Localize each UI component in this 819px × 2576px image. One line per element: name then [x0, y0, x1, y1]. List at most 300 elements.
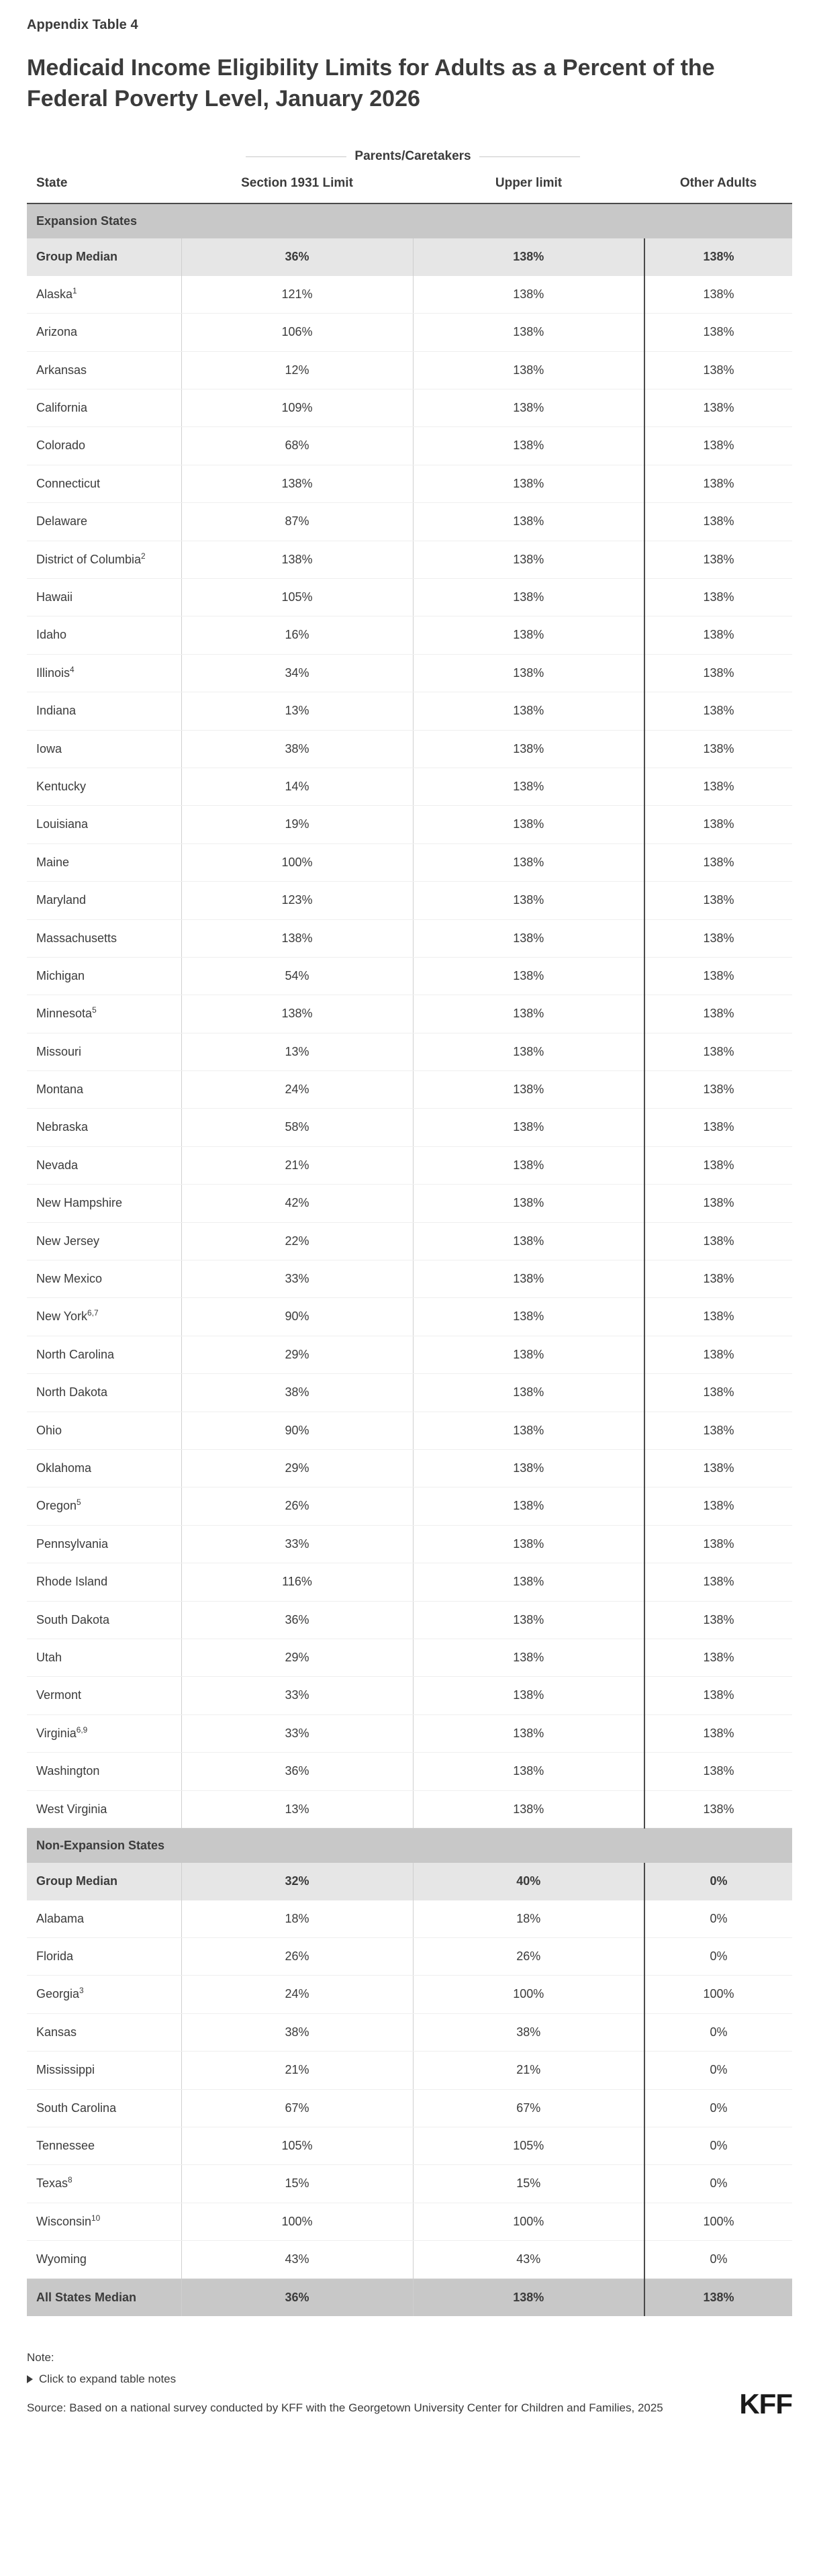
table-row	[27, 2241, 792, 2279]
section-1931-value: 138%	[181, 541, 413, 578]
table-row	[27, 1260, 792, 1298]
state-name-cell	[27, 2127, 181, 2165]
other-adults-value: 138%	[644, 1222, 792, 1260]
upper-limit-value: 138%	[413, 1146, 644, 1184]
table-row	[27, 2203, 792, 2240]
state-name-cell	[27, 882, 181, 919]
table-row	[27, 1487, 792, 1525]
section-1931-value: 13%	[181, 1790, 413, 1828]
table-row	[27, 1790, 792, 1828]
state-name: Florida	[36, 1949, 74, 1964]
other-adults-value: 0%	[644, 2013, 792, 2051]
section-1931-value: 138%	[181, 919, 413, 957]
state-name-cell	[27, 465, 181, 502]
table-row	[27, 1639, 792, 1676]
table-row	[27, 692, 792, 730]
table-row	[27, 276, 792, 314]
state-name-cell	[27, 1071, 181, 1109]
state-name-cell	[27, 276, 181, 314]
upper-limit-value: 138%	[413, 882, 644, 919]
state-name-cell	[27, 843, 181, 881]
upper-limit-value: 138%	[413, 843, 644, 881]
state-name: Rhode Island	[36, 1575, 108, 1589]
table-row	[27, 995, 792, 1033]
all-states-median-upper-limit: 138%	[413, 2279, 644, 2316]
section-1931-value: 21%	[181, 1146, 413, 1184]
section-band-row	[27, 1828, 792, 1863]
footnote-marker: 6,7	[87, 1308, 99, 1318]
state-name-cell	[27, 579, 181, 616]
other-adults-value: 138%	[644, 1525, 792, 1563]
upper-limit-value: 138%	[413, 806, 644, 843]
other-adults-value: 138%	[644, 806, 792, 843]
column-header-state: State	[27, 176, 181, 203]
table-row	[27, 1714, 792, 1752]
other-adults-value: 138%	[644, 1639, 792, 1676]
other-adults-value: 100%	[644, 1976, 792, 2013]
section-1931-value: 121%	[181, 276, 413, 314]
state-name-cell	[27, 957, 181, 995]
all-states-median-section-1931: 36%	[181, 2279, 413, 2316]
upper-limit-value: 138%	[413, 541, 644, 578]
state-name: Alabama	[36, 1911, 85, 1925]
upper-limit-value: 38%	[413, 2013, 644, 2051]
upper-limit-value: 138%	[413, 616, 644, 654]
state-name: Virginia	[36, 1726, 77, 1740]
other-adults-value: 138%	[644, 995, 792, 1033]
table-row	[27, 1449, 792, 1487]
other-adults-value: 138%	[644, 919, 792, 957]
table-row	[27, 1222, 792, 1260]
upper-limit-value: 15%	[413, 2165, 644, 2203]
other-adults-value: 138%	[644, 1185, 792, 1222]
upper-limit-value: 138%	[413, 1071, 644, 1109]
state-name-cell	[27, 2089, 181, 2127]
section-1931-value: 68%	[181, 427, 413, 465]
section-1931-value: 138%	[181, 995, 413, 1033]
state-name-cell	[27, 1563, 181, 1601]
state-name-cell	[27, 1449, 181, 1487]
section-1931-value: 43%	[181, 2241, 413, 2279]
upper-limit-value: 138%	[413, 579, 644, 616]
upper-limit-value: 138%	[413, 654, 644, 692]
other-adults-value: 138%	[644, 692, 792, 730]
state-name: Connecticut	[36, 476, 101, 490]
state-name: Pennsylvania	[36, 1536, 109, 1551]
table-row	[27, 503, 792, 541]
upper-limit-value: 26%	[413, 1938, 644, 1976]
state-name-cell	[27, 1790, 181, 1828]
section-1931-value: 38%	[181, 730, 413, 768]
section-1931-value: 19%	[181, 806, 413, 843]
upper-limit-value: 138%	[413, 957, 644, 995]
header-row	[27, 176, 792, 203]
other-adults-value: 138%	[644, 616, 792, 654]
section-1931-value: 13%	[181, 692, 413, 730]
other-adults-value: 138%	[644, 1071, 792, 1109]
table-body	[27, 203, 792, 2316]
other-adults-value: 138%	[644, 1146, 792, 1184]
section-1931-value: 36%	[181, 1601, 413, 1639]
other-adults-value: 138%	[644, 843, 792, 881]
section-1931-value: 12%	[181, 351, 413, 389]
other-adults-value: 138%	[644, 1790, 792, 1828]
section-1931-value: 24%	[181, 1071, 413, 1109]
other-adults-value: 138%	[644, 465, 792, 502]
upper-limit-value: 138%	[413, 1753, 644, 1790]
upper-limit-value: 138%	[413, 730, 644, 768]
table-row	[27, 806, 792, 843]
all-states-median-row	[27, 2279, 792, 2316]
state-name: South Carolina	[36, 2101, 117, 2115]
table-row	[27, 389, 792, 427]
state-name: Texas	[36, 2176, 68, 2191]
other-adults-value: 138%	[644, 1714, 792, 1752]
upper-limit-value: 138%	[413, 503, 644, 541]
note-label: Note:	[27, 2350, 54, 2364]
section-1931-value: 26%	[181, 1938, 413, 1976]
section-1931-value: 109%	[181, 389, 413, 427]
upper-limit-value: 138%	[413, 1677, 644, 1714]
other-adults-value: 138%	[644, 730, 792, 768]
state-name-cell	[27, 1033, 181, 1070]
table-row	[27, 882, 792, 919]
section-band-row	[27, 203, 792, 238]
upper-limit-value: 138%	[413, 427, 644, 465]
other-adults-value: 138%	[644, 1298, 792, 1336]
state-name-cell	[27, 541, 181, 578]
table-row	[27, 1033, 792, 1070]
upper-limit-value: 138%	[413, 389, 644, 427]
upper-limit-value: 138%	[413, 276, 644, 314]
state-name-cell	[27, 351, 181, 389]
table-row	[27, 1525, 792, 1563]
table-row	[27, 616, 792, 654]
table-row	[27, 427, 792, 465]
state-name-cell	[27, 2013, 181, 2051]
footnote-marker: 4	[70, 664, 75, 674]
upper-limit-value: 138%	[413, 314, 644, 351]
section-1931-value: 87%	[181, 503, 413, 541]
section-1931-value: 90%	[181, 1412, 413, 1449]
other-adults-value: 100%	[644, 2203, 792, 2240]
section-1931-value: 21%	[181, 2052, 413, 2089]
state-name-cell	[27, 1900, 181, 1938]
state-name-cell	[27, 995, 181, 1033]
state-name: North Dakota	[36, 1385, 108, 1399]
footnote-marker: 5	[77, 1498, 81, 1508]
upper-limit-value: 138%	[413, 1714, 644, 1752]
table-row	[27, 1071, 792, 1109]
other-adults-value: 138%	[644, 1563, 792, 1601]
group-median-section-1931: 36%	[181, 238, 413, 275]
other-adults-value: 138%	[644, 957, 792, 995]
upper-limit-value: 138%	[413, 1033, 644, 1070]
column-header-section-1931: Section 1931 Limit	[181, 176, 413, 203]
section-1931-value: 38%	[181, 1374, 413, 1412]
table-row	[27, 1900, 792, 1938]
all-states-median-other-adults: 138%	[644, 2279, 792, 2316]
state-name: West Virginia	[36, 1802, 107, 1816]
state-name: Montana	[36, 1083, 84, 1097]
section-1931-value: 123%	[181, 882, 413, 919]
section-1931-value: 138%	[181, 465, 413, 502]
upper-limit-value: 138%	[413, 1449, 644, 1487]
other-adults-value: 138%	[644, 276, 792, 314]
table-row	[27, 2165, 792, 2203]
state-name-cell	[27, 730, 181, 768]
expand-table-notes-label: Click to expand table notes	[39, 2372, 177, 2385]
all-states-median-label: All States Median	[27, 2279, 181, 2316]
table-row	[27, 351, 792, 389]
upper-limit-value: 138%	[413, 995, 644, 1033]
upper-limit-value: 138%	[413, 351, 644, 389]
state-name: District of Columbia	[36, 552, 142, 566]
state-name-cell	[27, 1146, 181, 1184]
section-1931-value: 34%	[181, 654, 413, 692]
section-1931-value: 116%	[181, 1563, 413, 1601]
upper-limit-value: 138%	[413, 692, 644, 730]
state-name: Delaware	[36, 514, 88, 528]
section-1931-value: 16%	[181, 616, 413, 654]
footnote-marker: 10	[91, 2213, 101, 2223]
state-name: Vermont	[36, 1688, 82, 1702]
state-name: California	[36, 401, 88, 415]
upper-limit-value: 138%	[413, 1336, 644, 1373]
other-adults-value: 0%	[644, 2127, 792, 2165]
state-name-cell	[27, 654, 181, 692]
upper-limit-value: 138%	[413, 1525, 644, 1563]
table-row	[27, 957, 792, 995]
page-title: Medicaid Income Eligibility Limits for Adults as a Percent of the Federal Poverty Level, January 2026	[27, 55, 715, 111]
section-1931-value: 14%	[181, 768, 413, 805]
upper-limit-value: 100%	[413, 1976, 644, 2013]
group-median-other-adults: 138%	[644, 238, 792, 275]
state-name-cell	[27, 1222, 181, 1260]
other-adults-value: 138%	[644, 389, 792, 427]
state-name: Oregon	[36, 1499, 77, 1513]
state-name: Indiana	[36, 704, 77, 718]
section-band-label: Non-Expansion States	[27, 1828, 792, 1863]
other-adults-value: 138%	[644, 579, 792, 616]
state-name: Illinois	[36, 665, 70, 680]
table-row	[27, 1298, 792, 1336]
state-name-cell	[27, 1412, 181, 1449]
group-median-row	[27, 1863, 792, 1900]
upper-limit-value: 21%	[413, 2052, 644, 2089]
upper-limit-value: 138%	[413, 1298, 644, 1336]
state-name: Minnesota	[36, 1007, 93, 1021]
other-adults-value: 138%	[644, 1449, 792, 1487]
other-adults-value: 138%	[644, 1753, 792, 1790]
upper-limit-value: 138%	[413, 1639, 644, 1676]
state-name-cell	[27, 389, 181, 427]
state-name-cell	[27, 1976, 181, 2013]
footnote-marker: 8	[68, 2175, 73, 2185]
other-adults-value: 138%	[644, 1109, 792, 1146]
kff-logo: KFF	[739, 2387, 792, 2420]
state-name-cell	[27, 1938, 181, 1976]
section-1931-value: 106%	[181, 314, 413, 351]
other-adults-value: 0%	[644, 2165, 792, 2203]
state-name-cell	[27, 1601, 181, 1639]
section-1931-value: 33%	[181, 1260, 413, 1298]
expand-table-notes-toggle[interactable]	[27, 2373, 792, 2386]
state-name: Maine	[36, 855, 70, 869]
other-adults-value: 138%	[644, 1601, 792, 1639]
state-name: South Dakota	[36, 1612, 110, 1626]
column-header-other-adults: Other Adults	[644, 176, 792, 203]
section-1931-value: 18%	[181, 1900, 413, 1938]
upper-limit-value: 18%	[413, 1900, 644, 1938]
table-row	[27, 2013, 792, 2051]
group-median-label: Group Median	[27, 238, 181, 275]
table-row	[27, 465, 792, 502]
table-row	[27, 1938, 792, 1976]
state-name-cell	[27, 2241, 181, 2279]
state-name-cell	[27, 768, 181, 805]
section-1931-value: 54%	[181, 957, 413, 995]
state-name: Mississippi	[36, 2063, 95, 2077]
state-name: Colorado	[36, 439, 86, 453]
other-adults-value: 138%	[644, 427, 792, 465]
upper-limit-value: 100%	[413, 2203, 644, 2240]
other-adults-value: 138%	[644, 541, 792, 578]
appendix-label: Appendix Table 4	[27, 17, 138, 32]
other-adults-value: 0%	[644, 2052, 792, 2089]
state-name-cell	[27, 616, 181, 654]
table-row	[27, 2089, 792, 2127]
table-row	[27, 2052, 792, 2089]
state-name: Louisiana	[36, 817, 89, 831]
section-1931-value: 105%	[181, 2127, 413, 2165]
other-adults-value: 0%	[644, 1900, 792, 1938]
section-1931-value: 33%	[181, 1525, 413, 1563]
upper-limit-value: 105%	[413, 2127, 644, 2165]
section-1931-value: 33%	[181, 1677, 413, 1714]
table-row	[27, 1976, 792, 2013]
section-1931-value: 29%	[181, 1639, 413, 1676]
section-1931-value: 33%	[181, 1714, 413, 1752]
table-row	[27, 1109, 792, 1146]
state-name-cell	[27, 1753, 181, 1790]
footnote-marker: 2	[141, 551, 146, 561]
table-row	[27, 1677, 792, 1714]
state-name: Kansas	[36, 2025, 77, 2039]
other-adults-value: 138%	[644, 1677, 792, 1714]
table-row	[27, 1374, 792, 1412]
source-text: Source: Based on a national survey conducted by KFF with the Georgetown University Center for Children and Families, 2025	[27, 2401, 663, 2414]
upper-limit-value: 138%	[413, 1374, 644, 1412]
section-1931-value: 105%	[181, 579, 413, 616]
other-adults-value: 0%	[644, 2241, 792, 2279]
state-name-cell	[27, 1336, 181, 1373]
state-name: Iowa	[36, 741, 62, 755]
group-median-upper-limit: 138%	[413, 238, 644, 275]
state-name: Utah	[36, 1650, 62, 1664]
table-row	[27, 768, 792, 805]
section-1931-value: 26%	[181, 1487, 413, 1525]
other-adults-value: 138%	[644, 1412, 792, 1449]
group-header-label: Parents/Caretakers	[354, 149, 471, 164]
group-median-section-1931: 32%	[181, 1863, 413, 1900]
group-median-upper-limit: 40%	[413, 1863, 644, 1900]
state-name-cell	[27, 1639, 181, 1676]
state-name: Nevada	[36, 1158, 79, 1172]
section-1931-value: 90%	[181, 1298, 413, 1336]
section-1931-value: 13%	[181, 1033, 413, 1070]
state-name: Arizona	[36, 325, 78, 339]
state-name-cell	[27, 1109, 181, 1146]
state-name-cell	[27, 1260, 181, 1298]
group-median-row	[27, 238, 792, 275]
state-name-cell	[27, 1374, 181, 1412]
upper-limit-value: 43%	[413, 2241, 644, 2279]
state-name: New Hampshire	[36, 1196, 123, 1210]
section-1931-value: 24%	[181, 1976, 413, 2013]
group-median-label: Group Median	[27, 1863, 181, 1900]
state-name-cell	[27, 314, 181, 351]
table-row	[27, 314, 792, 351]
table-row	[27, 2127, 792, 2165]
section-1931-value: 42%	[181, 1185, 413, 1222]
upper-limit-value: 138%	[413, 465, 644, 502]
upper-limit-value: 138%	[413, 1487, 644, 1525]
section-band-label: Expansion States	[27, 203, 792, 238]
footnote-marker: 5	[92, 1005, 97, 1015]
other-adults-value: 138%	[644, 314, 792, 351]
other-adults-value: 138%	[644, 503, 792, 541]
other-adults-value: 0%	[644, 1938, 792, 1976]
section-1931-value: 38%	[181, 2013, 413, 2051]
table-footer	[27, 2351, 792, 2438]
table-row	[27, 1336, 792, 1373]
parents-caretakers-group-header	[27, 145, 792, 168]
section-1931-value: 67%	[181, 2089, 413, 2127]
triangle-right-icon	[27, 2375, 33, 2383]
other-adults-value: 0%	[644, 2089, 792, 2127]
state-name: Kentucky	[36, 779, 87, 793]
state-name: Maryland	[36, 893, 87, 907]
table-row	[27, 654, 792, 692]
section-1931-value: 29%	[181, 1336, 413, 1373]
table-row	[27, 1185, 792, 1222]
upper-limit-value: 138%	[413, 1412, 644, 1449]
upper-limit-value: 138%	[413, 1260, 644, 1298]
group-header-rule-right	[479, 156, 580, 157]
state-name-cell	[27, 806, 181, 843]
table-head	[27, 176, 792, 203]
upper-limit-value: 138%	[413, 919, 644, 957]
upper-limit-value: 138%	[413, 1109, 644, 1146]
upper-limit-value: 138%	[413, 1790, 644, 1828]
state-name-cell	[27, 1525, 181, 1563]
other-adults-value: 138%	[644, 1336, 792, 1373]
state-name-cell	[27, 1677, 181, 1714]
other-adults-value: 138%	[644, 1033, 792, 1070]
group-header-inner	[181, 149, 644, 164]
table-row	[27, 1412, 792, 1449]
table-row	[27, 730, 792, 768]
state-name: Oklahoma	[36, 1461, 92, 1475]
table-row	[27, 1753, 792, 1790]
state-name-cell	[27, 1185, 181, 1222]
state-name-cell	[27, 2203, 181, 2240]
state-name: Idaho	[36, 628, 67, 642]
upper-limit-value: 67%	[413, 2089, 644, 2127]
state-name: Ohio	[36, 1423, 62, 1437]
state-name: Arkansas	[36, 363, 87, 377]
